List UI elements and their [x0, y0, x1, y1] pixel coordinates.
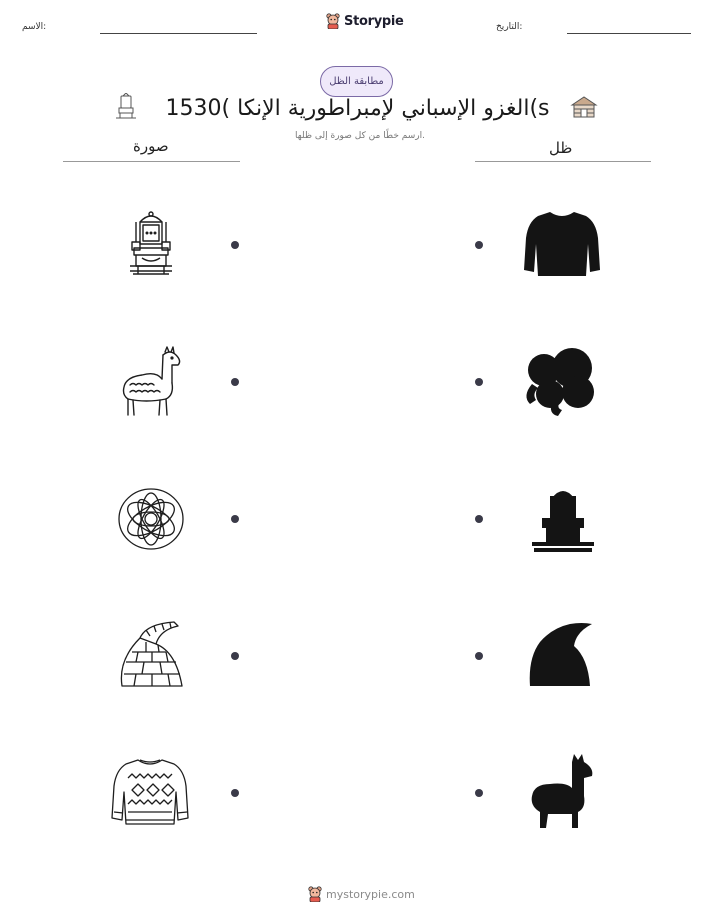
- picture-dot-3[interactable]: [231, 515, 239, 523]
- sweater-picture[interactable]: [110, 756, 190, 828]
- date-line[interactable]: [567, 33, 691, 34]
- brand-logo: [326, 13, 404, 29]
- hat-shadow[interactable]: [526, 618, 596, 690]
- picture-dot-2[interactable]: [231, 378, 239, 386]
- shadow-dot-2[interactable]: [475, 378, 483, 386]
- throne-shadow[interactable]: [528, 484, 598, 556]
- bear-mascot-icon: [326, 13, 340, 29]
- throne-small-icon: [114, 93, 138, 121]
- throne-picture[interactable]: [116, 208, 186, 280]
- igloo-picture[interactable]: [116, 620, 188, 692]
- house-icon: [570, 95, 598, 119]
- shadow-dot-3[interactable]: [475, 515, 483, 523]
- date-label: التاريخ:: [496, 22, 523, 32]
- name-label: الاسم:: [22, 22, 47, 32]
- name-line[interactable]: [100, 33, 257, 34]
- picture-dot-5[interactable]: [231, 789, 239, 797]
- shadow-dot-4[interactable]: [475, 652, 483, 660]
- column-header-shadows: ظل: [549, 139, 573, 157]
- bear-mascot-icon: [308, 886, 322, 902]
- picture-dot-4[interactable]: [231, 652, 239, 660]
- picture-dot-1[interactable]: [231, 241, 239, 249]
- column-underline-shadows: [475, 161, 651, 162]
- column-underline-pictures: [63, 161, 240, 162]
- activity-badge: مطابقة الظل: [320, 66, 393, 97]
- llama-picture[interactable]: [116, 345, 186, 419]
- instructions: ارسم خطًا من كل صورة إلى ظلها.: [294, 131, 425, 141]
- column-header-pictures: صورة: [133, 137, 169, 155]
- yarn-picture[interactable]: [114, 484, 188, 554]
- yarn-shadow[interactable]: [522, 344, 600, 420]
- llama-shadow[interactable]: [526, 754, 598, 830]
- footer-url[interactable]: mystorypie.com: [326, 887, 415, 901]
- shadow-dot-5[interactable]: [475, 789, 483, 797]
- page-title: الغزو الإسباني لإمبراطورية الإنكا )1530(s: [165, 96, 550, 121]
- sweater-shadow[interactable]: [522, 208, 602, 280]
- footer: [308, 886, 415, 902]
- brand-name: Storypie: [344, 13, 404, 29]
- shadow-dot-1[interactable]: [475, 241, 483, 249]
